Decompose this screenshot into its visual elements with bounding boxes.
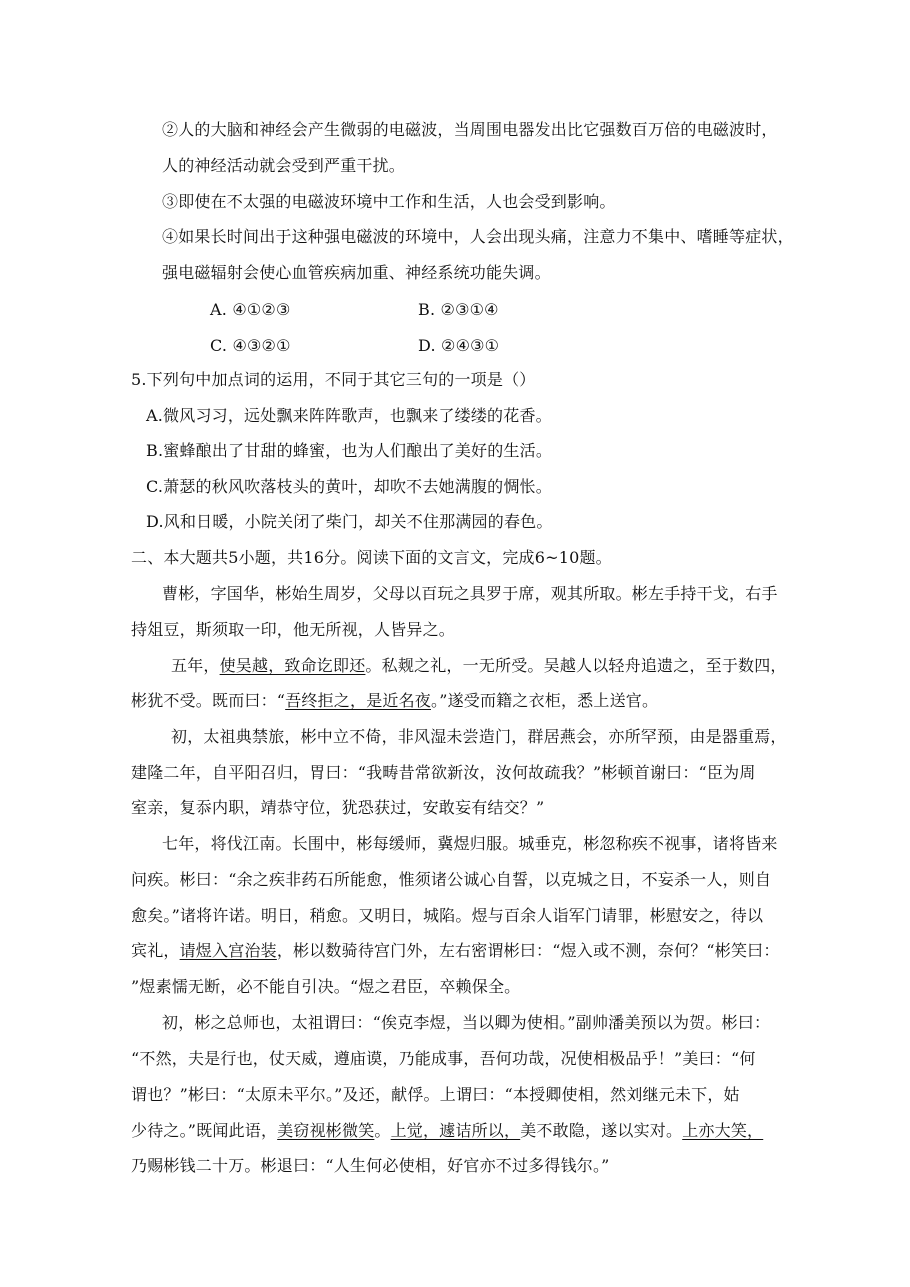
passage-p5-line-3: 谓也？”彬曰：“太原未平尔。”及还，献俘。上谓曰：“本授卿使相，然刘继元未下，姑 — [131, 1085, 740, 1104]
option-letter: D. — [418, 336, 436, 355]
q4-option-c — [210, 336, 291, 356]
text-run: 彬犹不受。既而曰：“ — [131, 691, 286, 710]
q5-stem: 5.下列句中加点词的运用，不同于其它三句的一项是（） — [131, 370, 536, 389]
q4-option-b — [418, 300, 499, 320]
q4-option-a — [210, 300, 291, 320]
q4-item-2-line-1: ②人的大脑和神经会产生微弱的电磁波，当周围电器发出比它强数百万倍的电磁波时， — [162, 120, 778, 139]
option-letter: B. — [418, 300, 436, 319]
passage-p5-line-1: 初，彬之总师也，太祖谓曰：“俟克李煜，当以卿为使相。”副帅潘美预以为贺。彬曰： — [162, 1013, 771, 1032]
section-2-heading: 二、本大题共5小题，共16分。阅读下面的文言文，完成6~10题。 — [131, 548, 612, 567]
q4-item-4-line-1: ④如果长时间出于这种强电磁波的环境中，人会出现头痛，注意力不集中、嗜睡等症状， — [162, 227, 794, 246]
text-run: 。 — [374, 1121, 391, 1140]
passage-p4-line-5: ”煜素懦无断，必不能自引决。“煜之君臣，卒赖保全。 — [131, 977, 521, 996]
q5-option-c: C.萧瑟的秋风吹落枝头的黄叶，却吹不去她满腹的惆怅。 — [146, 477, 552, 496]
text-run: 少待之。”既闻此语， — [131, 1121, 278, 1140]
passage-p5-line-4 — [131, 1121, 763, 1141]
passage-p4-line-1: 七年，将伐江南。长围中，彬每缓师，冀煜归服。城垂克，彬忽称疾不视事，诸将皆来 — [162, 834, 778, 853]
q4-item-4-line-2: 强电磁辐射会使心血管疾病加重、神经系统功能失调。 — [162, 263, 551, 282]
underlined-phrase: 上觉，遽诘所以， — [390, 1121, 521, 1140]
underlined-phrase: 上亦大笑， — [682, 1121, 764, 1140]
option-letter: A. — [210, 300, 228, 319]
passage-p4-line-4 — [131, 941, 780, 961]
passage-p3-line-1: 初，太祖典禁旅，彬中立不倚，非风湿未尝造门，群居燕会，亦所罕预，由是器重焉， — [171, 727, 787, 746]
q4-item-3: ③即使在不太强的电磁波环境中工作和生活，人也会受到影响。 — [162, 192, 616, 211]
option-value: ④③②① — [232, 336, 291, 355]
underlined-phrase: 美窃视彬微笑 — [277, 1121, 375, 1140]
text-run: 宾礼， — [131, 941, 180, 960]
passage-p1-line-2: 持俎豆，斯须取一印，他无所视，人皆异之。 — [131, 620, 456, 639]
option-value: ④①②③ — [232, 300, 291, 319]
passage-p2-line-2 — [131, 691, 658, 711]
q5-option-d: D.风和日暖，小院关闭了柴门，却关不住那满园的春色。 — [146, 512, 553, 531]
option-value: ②③①④ — [440, 300, 499, 319]
passage-p5-line-5: 乃赐彬钱二十万。彬退曰：“人生何必使相，好官亦不过多得钱尔。” — [131, 1156, 610, 1175]
passage-p2-line-1 — [171, 656, 787, 676]
option-value: ②④③① — [441, 336, 500, 355]
text-run: 。私觌之礼，一无所受。吴越人以轻舟追遗之，至于数四， — [365, 656, 787, 675]
text-run: 美不敢隐，遂以实对。 — [520, 1121, 683, 1140]
text-run: 五年， — [171, 656, 220, 675]
passage-p4-line-2: 问疾。彬曰：“余之疾非药石所能愈，惟须诸公诚心自誓，以克城之日，不妄杀一人，则自 — [131, 870, 772, 889]
underlined-phrase: 吾终拒之，是近名夜 — [285, 691, 431, 710]
underlined-phrase: 请煜入宫治装 — [179, 941, 277, 960]
passage-p5-line-2: “不然，夫是行也，仗天威，遵庙谟，乃能成事，吾何功哉，况使相极品乎！”美曰：“何 — [131, 1049, 756, 1068]
option-letter: C. — [210, 336, 228, 355]
passage-p3-line-3: 室亲，复忝内职，靖恭守位，犹恐获过，安敢妄有结交？” — [131, 798, 545, 817]
passage-p3-line-2: 建隆二年，自平阳召归，胃曰：“我畴昔常欲新汝，汝何故疏我？”彬顿首谢曰：“臣为周 — [131, 763, 756, 782]
q4-option-d — [418, 336, 499, 356]
passage-p4-line-3: 愈矣。”诸将许诺。明日，稍愈。又明日，城陷。煜与百余人诣军门请罪，彬慰安之，待以 — [131, 906, 764, 925]
text-run: 。”遂受而籍之衣柜，悉上送官。 — [431, 691, 659, 710]
q5-option-b: B.蜜蜂酿出了甘甜的蜂蜜，也为人们酿出了美好的生活。 — [146, 441, 553, 460]
q5-option-a: A.微风习习，远处飘来阵阵歌声，也飘来了缕缕的花香。 — [146, 406, 552, 425]
text-run: ，彬以数骑待宫门外，左右密谓彬曰：“煜入或不测，奈何？“彬笑曰： — [276, 941, 780, 960]
underlined-phrase: 使吴越，致命讫即还 — [219, 656, 366, 675]
passage-p1-line-1: 曹彬，字国华，彬始生周岁，父母以百玩之具罗于席，观其所取。彬左手持干戈，右手 — [162, 584, 778, 603]
q4-item-2-line-2: 人的神经活动就会受到严重干扰。 — [162, 156, 406, 175]
